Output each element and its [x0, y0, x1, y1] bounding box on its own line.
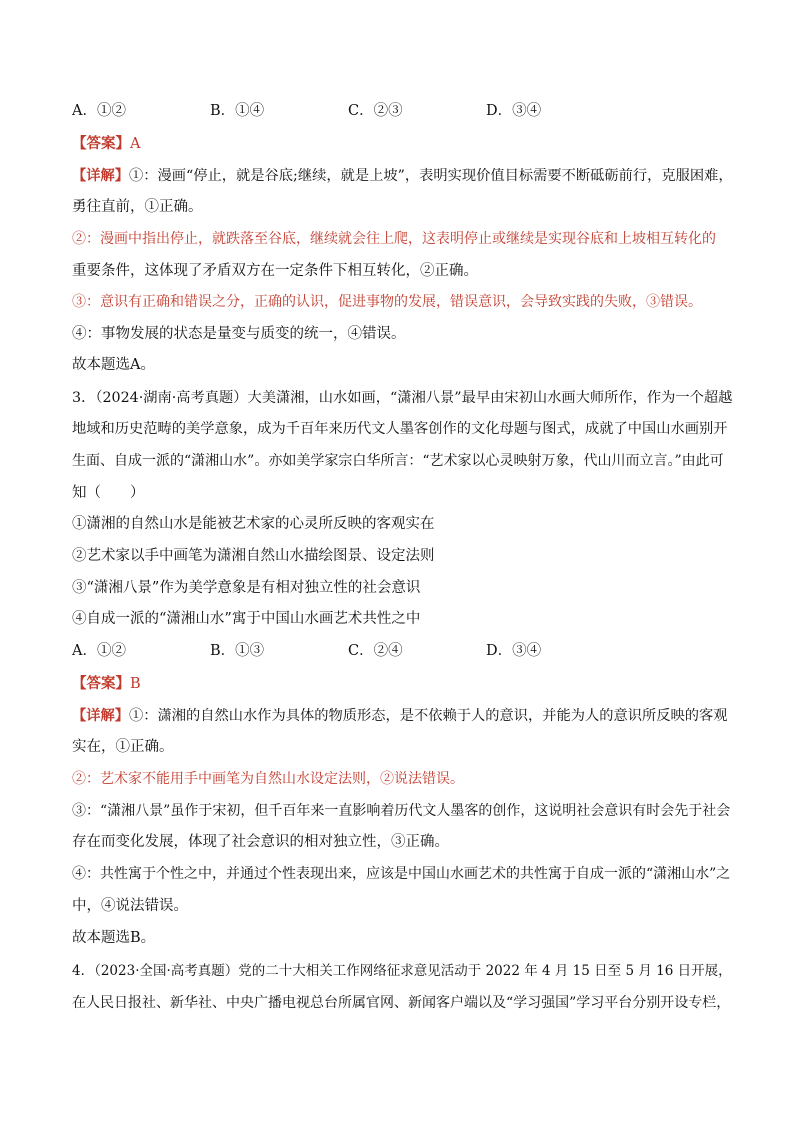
answer-label: 【答案】	[72, 135, 130, 152]
q3-option-b: B．①③	[210, 643, 265, 659]
q3-detail-line-1	[72, 706, 732, 726]
q3-detail-line-3: ②：艺术家不能用手中画笔为自然山水设定法则，②说法错误。	[72, 771, 464, 787]
q3-option-c: C．②④	[348, 643, 403, 659]
answer-value: B	[130, 676, 141, 692]
q4-stem-line-1: 4．（2023·全国·高考真题）党的二十大相关工作网络征求意见活动于 2022 年 4 月 15 日至 5 月 16 日开展，	[72, 963, 732, 979]
q3-detail-line-6: ④：共性寓于个性之中，并通过个性表现出来，应该是中国山水画艺术的共性寓于自成一派的“潇湘山水”之	[72, 866, 731, 882]
q3-conclusion: 故本题选B。	[72, 930, 156, 946]
q2-answer	[72, 134, 732, 154]
q3-detail-line-7: 中，④说法错误。	[72, 898, 188, 914]
q3-statement-4: ④自成一派的“潇湘山水”寓于中国山水画艺术共性之中	[72, 611, 421, 627]
q3-detail-line-4: ③：“潇湘八景”虽作于宋初，但千百年来一直影响着历代文人墨客的创作，这说明社会意识有时会先于社会	[72, 803, 731, 819]
q2-option-c: C．②③	[348, 103, 403, 119]
q3-option-a: A．①②	[72, 643, 126, 659]
q3-stem-line-3: 生面、自成一派的“潇湘山水”。亦如美学家宗白华所言：“艺术家以心灵映射万象，代山川而立言。”由此可	[72, 453, 724, 469]
answer-value: A	[130, 136, 141, 152]
detail-text: ①：漫画“停止，就是谷底;继续，就是上坡”，表明实现价值目标需要不断砥砺前行，克服困难，	[129, 168, 733, 184]
detail-text: ①：潇湘的自然山水作为具体的物质形态，是不依赖于人的意识，并能为人的意识所反映的客观	[129, 708, 728, 724]
q2-detail-line-1	[72, 166, 732, 186]
q3-stem-line-4: 知（ ）	[72, 485, 145, 501]
q2-detail-line-5: ③：意识有正确和错误之分，正确的认识，促进事物的发展，错误意识，会导致实践的失败，③错误。	[72, 294, 702, 310]
q3-stem-line-2: 地域和历史范畴的美学意象，成为千百年来历代文人墨客创作的文化母题与图式，成就了中国山水画别开	[72, 421, 728, 437]
q2-option-d: D．③④	[486, 103, 542, 119]
q2-detail-line-3: ②：漫画中指出停止，就跌落至谷底，继续就会往上爬，这表明停止或继续是实现谷底和上坡相互转化的	[72, 231, 716, 247]
q3-statement-3: ③“潇湘八景”作为美学意象是有相对独立性的社会意识	[72, 580, 421, 596]
q3-statement-2: ②艺术家以手中画笔为潇湘自然山水描绘图景、设定法则	[72, 548, 435, 564]
q3-detail-line-2: 实在，①正确。	[72, 739, 174, 755]
q2-detail-line-6: ④：事物发展的状态是量变与质变的统一，④错误。	[72, 326, 406, 342]
q4-stem-line-2: 在人民日报社、新华社、中央广播电视总台所属官网、新闻客户端以及“学习强国”学习平台分别开设专栏，	[72, 995, 731, 1011]
q3-stem-line-1: 3．（2024·湖南·高考真题）大美潇湘，山水如画，“潇湘八景”最早由宋初山水画大师所作，作为一个超越	[72, 390, 733, 406]
detail-label: 【详解】	[72, 708, 130, 724]
q2-conclusion: 故本题选A。	[72, 357, 155, 373]
answer-label: 【答案】	[72, 675, 130, 692]
q3-detail-line-5: 存在而变化发展，体现了社会意识的相对独立性，③正确。	[72, 834, 449, 850]
q2-option-b: B．①④	[210, 103, 265, 119]
q2-detail-line-2: 勇往直前，①正确。	[72, 199, 203, 215]
q3-answer	[72, 674, 732, 694]
detail-label: 【详解】	[72, 168, 130, 184]
q3-option-d: D．③④	[486, 643, 542, 659]
q2-detail-line-4: 重要条件，这体现了矛盾双方在一定条件下相互转化，②正确。	[72, 263, 478, 279]
q3-statement-1: ①潇湘的自然山水是能被艺术家的心灵所反映的客观实在	[72, 516, 435, 532]
q2-option-a: A．①②	[72, 103, 126, 119]
